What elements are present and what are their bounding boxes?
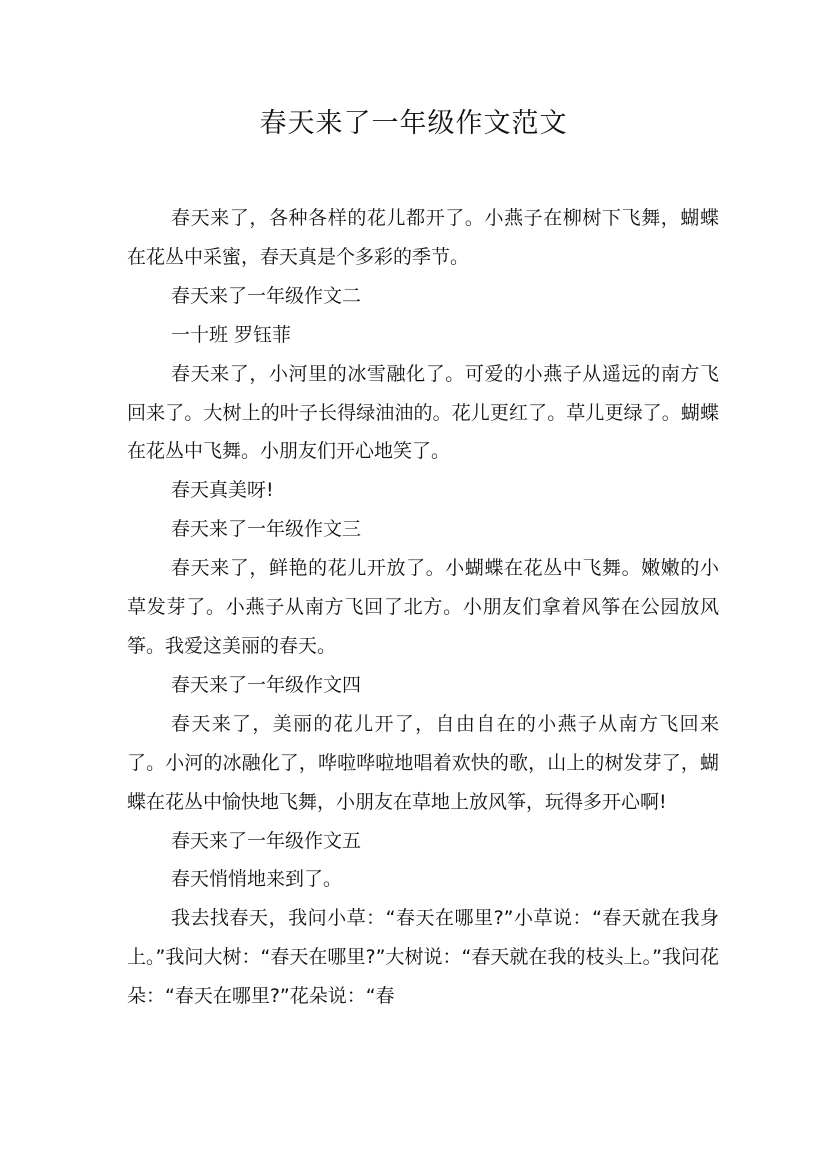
paragraph-6: 春天悄悄地来到了。	[171, 868, 343, 891]
paragraph-7: 我去找春天，我问小草：“春天在哪里?”小草说：“春天就在我身上。”我问大树：“春天在哪里?”大树说：“春天就在我的枝头上。”我问花朵：“春天在哪里?”花朵说：“春	[127, 907, 719, 1008]
section-heading-4: 春天来了一年级作文四	[171, 673, 362, 696]
paragraph-5: 春天来了，美丽的花儿开了，自由自在的小燕子从南方飞回来了。小河的冰融化了，哗啦哗啦地唱着欢快的歌，山上的树发芽了，蝴蝶在花丛中愉快地飞舞，小朋友在草地上放风筝，玩得多开心啊!	[127, 712, 719, 813]
section-heading-5: 春天来了一年级作文五	[171, 829, 362, 852]
paragraph-2: 春天来了，小河里的冰雪融化了。可爱的小燕子从遥远的南方飞回来了。大树上的叶子长得绿油油的。花儿更红了。草儿更绿了。蝴蝶在花丛中飞舞。小朋友们开心地笑了。	[127, 362, 719, 463]
paragraph-3: 春天真美呀!	[171, 479, 274, 502]
section-heading-3: 春天来了一年级作文三	[171, 518, 362, 541]
section-heading-2: 春天来了一年级作文二	[171, 284, 362, 307]
paragraph-4: 春天来了，鲜艳的花儿开放了。小蝴蝶在花丛中飞舞。嫩嫩的小草发芽了。小燕子从南方飞回了北方。小朋友们拿着风筝在公园放风筝。我爱这美丽的春天。	[127, 557, 719, 657]
paragraph-1: 春天来了，各种各样的花儿都开了。小燕子在柳树下飞舞，蝴蝶在花丛中采蜜，春天真是个多彩的季节。	[127, 207, 719, 268]
document-title: 春天来了一年级作文范文	[259, 108, 568, 139]
document-body	[127, 199, 719, 1016]
author-line: 一十班 罗钰菲	[171, 323, 292, 346]
